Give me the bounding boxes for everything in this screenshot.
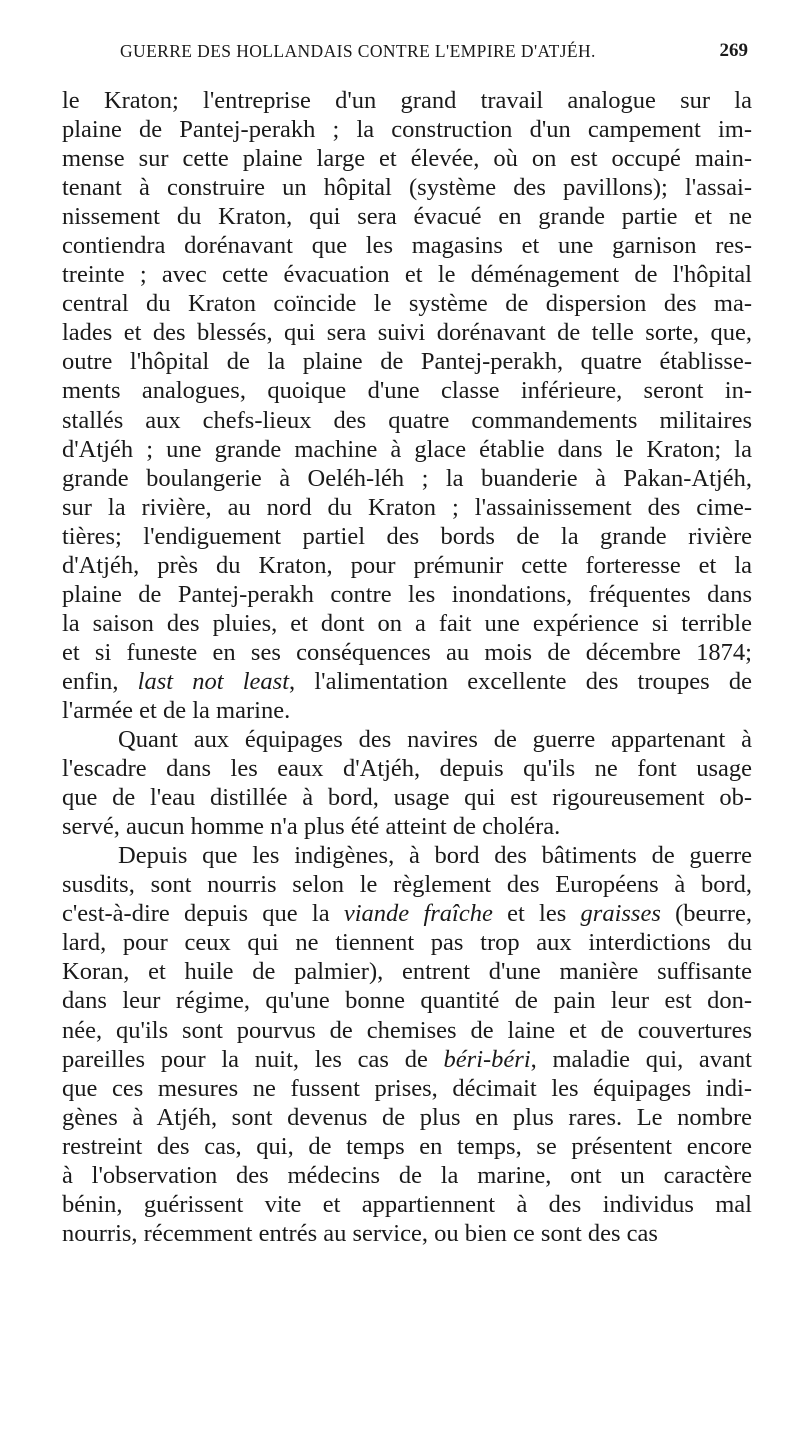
text-run: lard, pour ceux qui ne tiennent pas trop aux interdictions du — [62, 929, 752, 957]
text-run: contiendra dorénavant que les magasins et une garnison res- — [62, 232, 752, 260]
italic-text: viande fraîche — [343, 900, 493, 928]
text-line — [62, 522, 752, 551]
text-run: que de l'eau distillée à bord, usage qui est rigoureusement ob- — [62, 784, 752, 812]
body-text — [62, 86, 752, 1248]
page-header — [62, 0, 752, 66]
running-head: GUERRE DES HOLLANDAIS CONTRE L'EMPIRE D'ATJÉH. — [120, 41, 596, 61]
text-line — [62, 667, 752, 696]
text-run: Koran, et huile de palmier), entrent d'une manière suffisante — [62, 958, 752, 986]
text-line — [62, 841, 752, 870]
text-line — [62, 696, 752, 725]
text-line — [62, 754, 752, 783]
text-line — [62, 812, 752, 841]
text-run: plaine de Pantej-perakh ; la construction d'un campement im- — [62, 116, 752, 144]
text-run: gènes à Atjéh, sont devenus de plus en plus rares. Le nombre — [62, 1103, 752, 1131]
text-run: nourris, récemment entrés au service, ou bien ce sont des cas — [62, 1219, 658, 1247]
text-line — [62, 1190, 752, 1219]
text-run: tières; l'endiguement partiel des bords de la grande rivière — [62, 522, 752, 550]
text-line — [62, 376, 752, 405]
text-run: central du Kraton coïncide le système de dispersion des ma- — [62, 290, 752, 318]
text-line — [62, 347, 752, 376]
italic-text: béri-béri — [443, 1045, 531, 1073]
text-run: outre l'hôpital de la plaine de Pantej-perakh, quatre établisse- — [62, 348, 752, 376]
text-line — [62, 580, 752, 609]
text-run: plaine de Pantej-perakh contre les inondations, fréquentes dans — [62, 580, 752, 608]
paragraph — [62, 86, 752, 725]
text-line — [62, 928, 752, 957]
text-run: Depuis que les indigènes, à bord des bâtiments de guerre — [118, 842, 752, 870]
text-run: dans leur régime, qu'une bonne quantité de pain leur est don- — [62, 987, 752, 1015]
text-run: pareilles pour la nuit, les cas de — [62, 1045, 444, 1073]
text-run: que ces mesures ne fussent prises, décimait les équipages indi- — [62, 1074, 752, 1102]
text-run: l'escadre dans les eaux d'Atjéh, depuis qu'ils ne font usage — [62, 755, 752, 783]
text-line — [62, 493, 752, 522]
text-run: et les — [492, 900, 581, 928]
text-line — [62, 1045, 752, 1074]
text-run: nissement du Kraton, qui sera évacué en grande partie et ne — [62, 203, 752, 231]
italic-text: last not least — [137, 667, 290, 695]
text-line — [62, 464, 752, 493]
text-run: née, qu'ils sont pourvus de chemises de laine et de couvertures — [62, 1016, 752, 1044]
text-run: bénin, guérissent vite et appartiennent à des individus mal — [62, 1190, 752, 1218]
text-run: d'Atjéh ; une grande machine à glace établie dans le Kraton; la — [62, 435, 752, 463]
text-line — [62, 1219, 752, 1248]
text-run: , maladie qui, avant — [530, 1045, 752, 1073]
text-run: enfin, — [62, 667, 138, 695]
text-line — [62, 86, 752, 115]
text-line — [62, 957, 752, 986]
text-run: stallés aux chefs-lieux des quatre commandements militaires — [62, 406, 752, 434]
text-run: , l'alimentation excellente des troupes de — [289, 667, 752, 695]
italic-text: graisses — [580, 900, 661, 928]
text-line — [62, 551, 752, 580]
text-line — [62, 435, 752, 464]
text-line — [62, 870, 752, 899]
text-line — [62, 1161, 752, 1190]
text-line — [62, 318, 752, 347]
text-line — [62, 202, 752, 231]
text-line — [62, 725, 752, 754]
text-line — [62, 231, 752, 260]
text-line — [62, 1074, 752, 1103]
text-line — [62, 899, 752, 928]
text-run: la saison des pluies, et dont on a fait une expérience si terrible — [62, 609, 752, 637]
text-run: ments analogues, quoique d'une classe inférieure, seront in- — [62, 377, 752, 405]
text-run: treinte ; avec cette évacuation et le déménagement de l'hôpital — [62, 261, 752, 289]
text-line — [62, 1132, 752, 1161]
text-line — [62, 638, 752, 667]
text-run: Quant aux équipages des navires de guerre appartenant à — [118, 726, 752, 754]
text-run: d'Atjéh, près du Kraton, pour prémunir cette forteresse et la — [62, 551, 752, 579]
text-line — [62, 289, 752, 318]
text-run: susdits, sont nourris selon le règlement des Européens à bord, — [62, 871, 752, 899]
text-line — [62, 115, 752, 144]
paragraph — [62, 841, 752, 1248]
text-line — [62, 1016, 752, 1045]
text-line — [62, 144, 752, 173]
text-run: à l'observation des médecins de la marine, ont un caractère — [62, 1161, 752, 1189]
page-number: 269 — [719, 40, 748, 61]
text-line — [62, 783, 752, 812]
text-line — [62, 1103, 752, 1132]
text-run: l'armée et de la marine. — [62, 696, 291, 724]
text-run: mense sur cette plaine large et élevée, où on est occupé main- — [62, 145, 752, 173]
text-run: servé, aucun homme n'a plus été atteint de choléra. — [62, 813, 561, 841]
paragraph — [62, 725, 752, 841]
text-run: c'est-à-dire depuis que la — [62, 900, 344, 928]
text-run: lades et des blessés, qui sera suivi dorénavant de telle sorte, que, — [62, 319, 752, 347]
text-line — [62, 406, 752, 435]
text-run: grande boulangerie à Oeléh-léh ; la buanderie à Pakan-Atjéh, — [62, 464, 752, 492]
text-run: restreint des cas, qui, de temps en temps, se présentent encore — [62, 1132, 752, 1160]
text-line — [62, 173, 752, 202]
text-run: tenant à construire un hôpital (système des pavillons); l'assai- — [62, 174, 752, 202]
text-run: sur la rivière, au nord du Kraton ; l'assainissement des cime- — [62, 493, 752, 521]
text-line — [62, 260, 752, 289]
text-line — [62, 609, 752, 638]
text-run: le Kraton; l'entreprise d'un grand travail analogue sur la — [62, 87, 752, 114]
book-page — [62, 0, 752, 1247]
text-run: (beurre, — [660, 900, 752, 928]
text-run: et si funeste en ses conséquences au mois de décembre 1874; — [62, 638, 752, 666]
text-line — [62, 986, 752, 1015]
